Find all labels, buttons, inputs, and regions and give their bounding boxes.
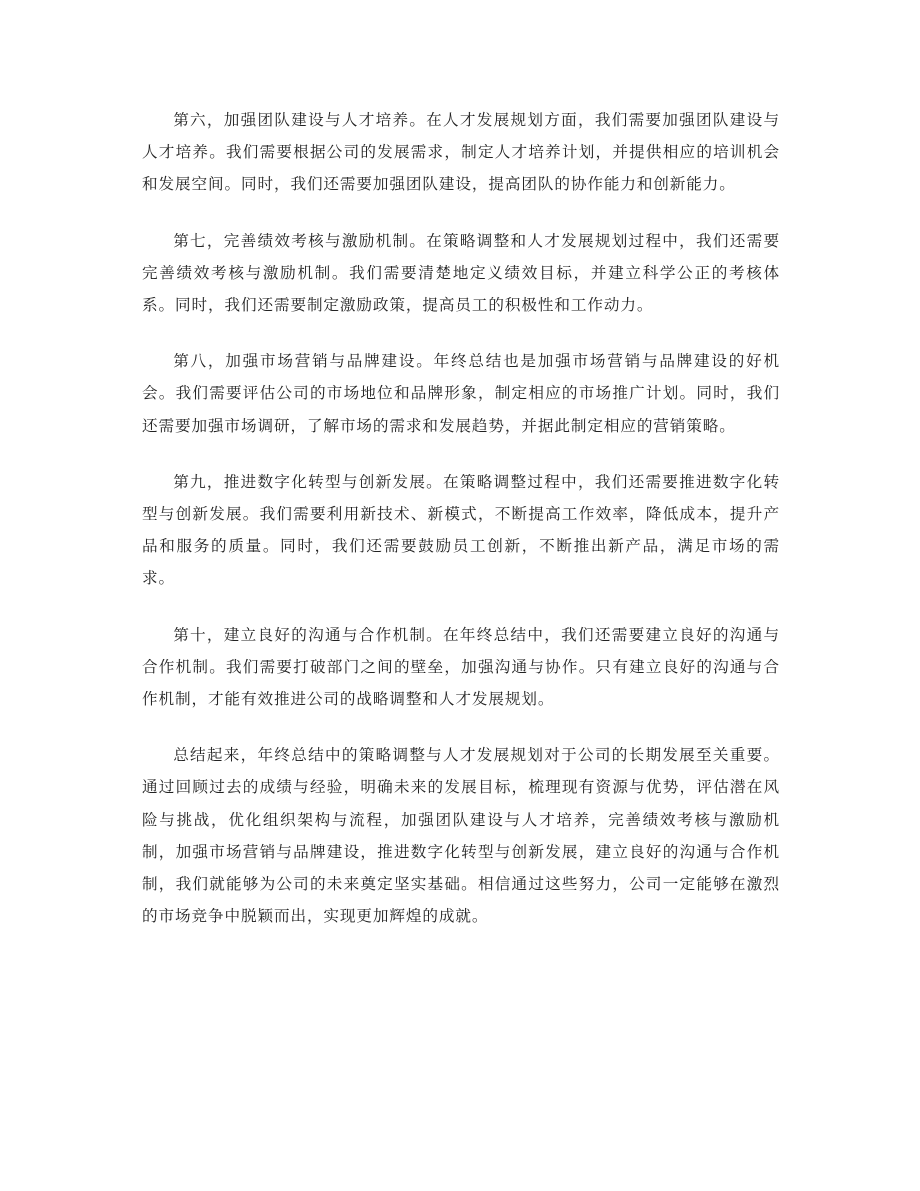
paragraph-tenth: 第十，建立良好的沟通与合作机制。在年终总结中，我们还需要建立良好的沟通与合作机制。我们需要打破部门之间的壁垒，加强沟通与协作。只有建立良好的沟通与合作机制，才能有效推进公司的战略调整和人才发展规划。: [142, 625, 780, 709]
document-body: [142, 104, 780, 956]
paragraph-seventh: 第七，完善绩效考核与激励机制。在策略调整和人才发展规划过程中，我们还需要完善绩效考核与激励机制。我们需要清楚地定义绩效目标，并建立科学公正的考核体系。同时，我们还需要制定激励政策，提高员工的积极性和工作动力。: [142, 231, 780, 315]
paragraph-ninth: 第九，推进数字化转型与创新发展。在策略调整过程中，我们还需要推进数字化转型与创新发展。我们需要利用新技术、新模式，不断提高工作效率，降低成本，提升产品和服务的质量。同时，我们还需要鼓励员工创新，不断推出新产品，满足市场的需求。: [142, 472, 780, 588]
paragraph-sixth: 第六，加强团队建设与人才培养。在人才发展规划方面，我们需要加强团队建设与人才培养。我们需要根据公司的发展需求，制定人才培养计划，并提供相应的培训机会和发展空间。同时，我们还需要加强团队建设，提高团队的协作能力和创新能力。: [142, 111, 780, 194]
paragraph-eighth: 第八，加强市场营销与品牌建设。年终总结也是加强市场营销与品牌建设的好机会。我们需要评估公司的市场地位和品牌形象，制定相应的市场推广计划。同时，我们还需要加强市场调研，了解市场的需求和发展趋势，并据此制定相应的营销策略。: [142, 352, 780, 435]
paragraph-summary: 总结起来，年终总结中的策略调整与人才发展规划对于公司的长期发展至关重要。通过回顾过去的成绩与经验，明确未来的发展目标，梳理现有资源与优势，评估潜在风险与挑战，优化组织架构与流程，加强团队建设与人才培养，完善绩效考核与激励机制，加强市场营销与品牌建设，推进数字化转型与创新发展，建立良好的沟通与合作机制，我们就能够为公司的未来奠定坚实基础。相信通过这些努力，公司一定能够在激烈的市场竞争中脱颖而出，实现更加辉煌的成就。: [142, 746, 780, 926]
